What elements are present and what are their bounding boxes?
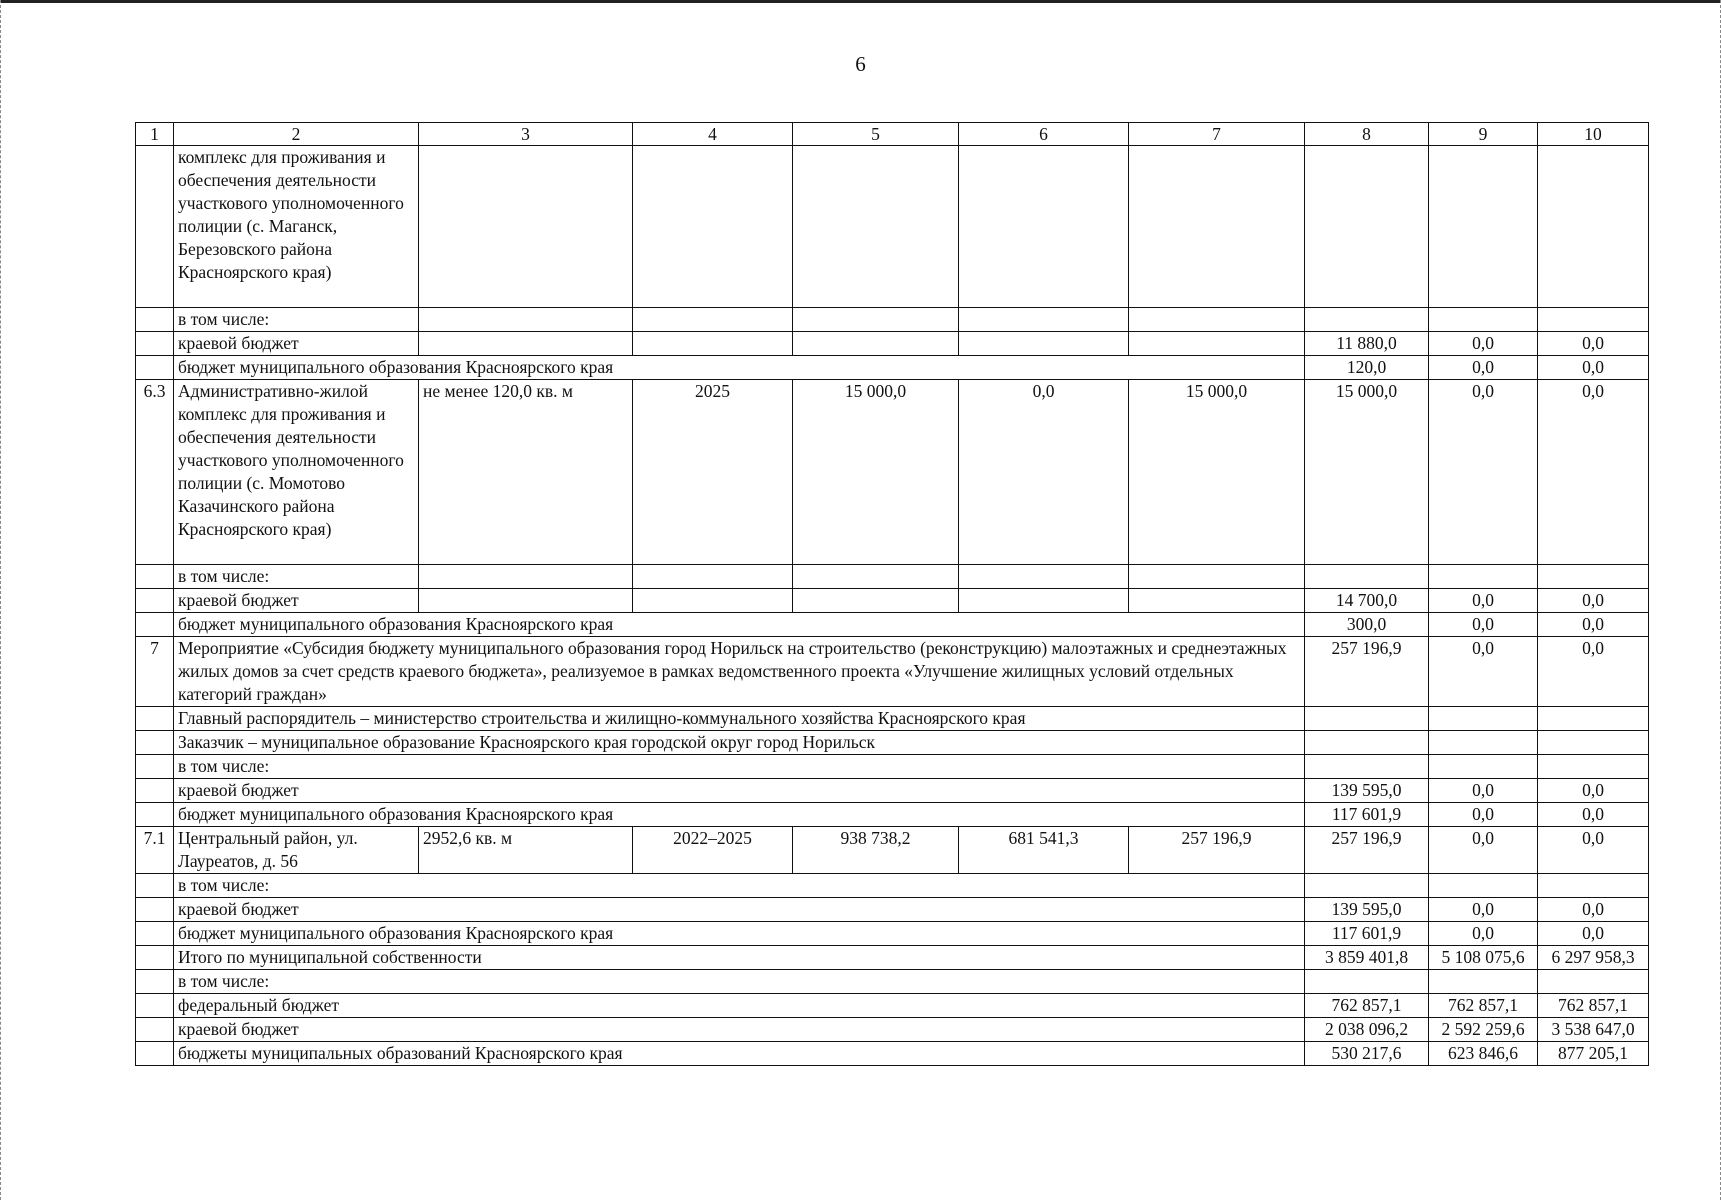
header-cell: 5 bbox=[793, 123, 959, 146]
value-cell-col8: 120,0 bbox=[1305, 356, 1429, 380]
empty-cell bbox=[1305, 707, 1429, 731]
value-cell-col8: 762 857,1 bbox=[1305, 994, 1429, 1018]
empty-cell bbox=[1129, 308, 1305, 332]
value-cell-col9: 762 857,1 bbox=[1429, 994, 1538, 1018]
empty-cell bbox=[1129, 589, 1305, 613]
row-number-cell bbox=[136, 874, 174, 898]
value-cell-col5: 15 000,0 bbox=[793, 380, 959, 565]
row-number-cell: 7.1 bbox=[136, 827, 174, 874]
value-cell-col10: 0,0 bbox=[1538, 356, 1649, 380]
value-cell-col6: 681 541,3 bbox=[959, 827, 1129, 874]
row-label-cell: бюджет муниципального образования Красноярского края bbox=[174, 613, 1305, 637]
table-row bbox=[136, 827, 1649, 874]
empty-cell bbox=[1305, 970, 1429, 994]
value-cell-col9: 0,0 bbox=[1429, 356, 1538, 380]
budget-table bbox=[135, 122, 1649, 1066]
value-cell-col8: 139 595,0 bbox=[1305, 898, 1429, 922]
empty-cell bbox=[1429, 970, 1538, 994]
empty-cell bbox=[1129, 146, 1305, 308]
value-cell-col8: 117 601,9 bbox=[1305, 803, 1429, 827]
row-number-cell bbox=[136, 898, 174, 922]
value-cell-col9: 0,0 bbox=[1429, 898, 1538, 922]
row-number-cell bbox=[136, 779, 174, 803]
empty-cell bbox=[1538, 755, 1649, 779]
empty-cell bbox=[1429, 755, 1538, 779]
value-cell-col8: 11 880,0 bbox=[1305, 332, 1429, 356]
empty-cell bbox=[1429, 731, 1538, 755]
value-cell-col10: 0,0 bbox=[1538, 827, 1649, 874]
empty-cell bbox=[1429, 874, 1538, 898]
value-cell-col9: 0,0 bbox=[1429, 827, 1538, 874]
empty-cell bbox=[633, 332, 793, 356]
row-number-cell bbox=[136, 707, 174, 731]
value-cell-col10: 3 538 647,0 bbox=[1538, 1018, 1649, 1042]
value-cell-col10: 762 857,1 bbox=[1538, 994, 1649, 1018]
row-number-cell bbox=[136, 613, 174, 637]
row-number-cell bbox=[136, 731, 174, 755]
page-left-edge bbox=[0, 0, 3, 1200]
value-cell-col10: 6 297 958,3 bbox=[1538, 946, 1649, 970]
page-number: 6 bbox=[855, 52, 866, 76]
value-cell-col10: 0,0 bbox=[1538, 332, 1649, 356]
value-cell-col8: 14 700,0 bbox=[1305, 589, 1429, 613]
header-cell: 2 bbox=[174, 123, 419, 146]
measure-title-cell: Мероприятие «Субсидия бюджету муниципального образования город Норильск на строительство (реконструкцию) малоэтажных и среднеэтажных жилых домов за счет средств краевого бюджета», реализуемое в рамках ведомственного проекта «Улучшение жилищных условий отдельных категорий граждан» bbox=[174, 637, 1305, 707]
row-number-cell bbox=[136, 1042, 174, 1066]
value-cell-col6: 0,0 bbox=[959, 380, 1129, 565]
row-label-cell: краевой бюджет bbox=[174, 332, 419, 356]
empty-cell bbox=[419, 589, 633, 613]
value-cell-col8: 257 196,9 bbox=[1305, 637, 1429, 707]
header-cell: 3 bbox=[419, 123, 633, 146]
empty-cell bbox=[793, 308, 959, 332]
empty-cell bbox=[959, 565, 1129, 589]
row-label-cell: краевой бюджет bbox=[174, 779, 1305, 803]
row-label-cell: в том числе: bbox=[174, 970, 1305, 994]
empty-cell bbox=[1305, 755, 1429, 779]
value-cell-col10: 0,0 bbox=[1538, 613, 1649, 637]
empty-cell bbox=[959, 146, 1129, 308]
table-row bbox=[136, 803, 1649, 827]
row-number-cell bbox=[136, 589, 174, 613]
row-number-cell bbox=[136, 332, 174, 356]
value-cell-col9: 0,0 bbox=[1429, 922, 1538, 946]
period-cell: 2022–2025 bbox=[633, 827, 793, 874]
empty-cell bbox=[419, 146, 633, 308]
value-cell-col8: 3 859 401,8 bbox=[1305, 946, 1429, 970]
table-row bbox=[136, 637, 1649, 707]
header-cell: 9 bbox=[1429, 123, 1538, 146]
row-label-cell: в том числе: bbox=[174, 755, 1305, 779]
row-label-cell: бюджет муниципального образования Красноярского края bbox=[174, 356, 1305, 380]
table-row bbox=[136, 922, 1649, 946]
value-cell-col8: 257 196,9 bbox=[1305, 827, 1429, 874]
value-cell-col7: 15 000,0 bbox=[1129, 380, 1305, 565]
empty-cell bbox=[633, 589, 793, 613]
empty-cell bbox=[959, 589, 1129, 613]
empty-cell bbox=[1538, 565, 1649, 589]
empty-cell bbox=[793, 589, 959, 613]
empty-cell bbox=[1305, 874, 1429, 898]
empty-cell bbox=[633, 308, 793, 332]
empty-cell bbox=[419, 565, 633, 589]
table-row bbox=[136, 755, 1649, 779]
value-cell-col8: 139 595,0 bbox=[1305, 779, 1429, 803]
value-cell-col9: 0,0 bbox=[1429, 332, 1538, 356]
empty-cell bbox=[1538, 308, 1649, 332]
value-cell-col10: 0,0 bbox=[1538, 380, 1649, 565]
header-cell: 6 bbox=[959, 123, 1129, 146]
table-row bbox=[136, 731, 1649, 755]
table-row bbox=[136, 308, 1649, 332]
value-cell-col9: 0,0 bbox=[1429, 803, 1538, 827]
empty-cell bbox=[419, 308, 633, 332]
row-label-cell: бюджеты муниципальных образований Красноярского края bbox=[174, 1042, 1305, 1066]
value-cell-col10: 0,0 bbox=[1538, 898, 1649, 922]
value-cell-col8: 530 217,6 bbox=[1305, 1042, 1429, 1066]
value-cell-col9: 5 108 075,6 bbox=[1429, 946, 1538, 970]
row-number-cell bbox=[136, 565, 174, 589]
row-label-cell: краевой бюджет bbox=[174, 1018, 1305, 1042]
empty-cell bbox=[1305, 565, 1429, 589]
table-row bbox=[136, 874, 1649, 898]
capacity-cell: 2952,6 кв. м bbox=[419, 827, 633, 874]
object-name-cell: Центральный район, ул. Лауреатов, д. 56 bbox=[174, 827, 419, 874]
header-cell: 4 bbox=[633, 123, 793, 146]
row-label-cell: в том числе: bbox=[174, 565, 419, 589]
value-cell-col10: 0,0 bbox=[1538, 779, 1649, 803]
table-row bbox=[136, 565, 1649, 589]
object-name-cell: комплекс для проживания и обеспечения деятельности участкового уполномоченного полиции (с. Маганск, Березовского района Красноярского края) bbox=[174, 146, 419, 308]
table-row bbox=[136, 589, 1649, 613]
value-cell-col8: 117 601,9 bbox=[1305, 922, 1429, 946]
empty-cell bbox=[633, 565, 793, 589]
row-label-cell: бюджет муниципального образования Красноярского края bbox=[174, 922, 1305, 946]
row-number-cell: 6.3 bbox=[136, 380, 174, 565]
row-label-cell: в том числе: bbox=[174, 874, 1305, 898]
table-row bbox=[136, 1042, 1649, 1066]
empty-cell bbox=[1305, 731, 1429, 755]
empty-cell bbox=[1538, 731, 1649, 755]
header-cell: 8 bbox=[1305, 123, 1429, 146]
empty-cell bbox=[959, 308, 1129, 332]
capacity-cell: не менее 120,0 кв. м bbox=[419, 380, 633, 565]
row-number-cell: 7 bbox=[136, 637, 174, 707]
row-number-cell bbox=[136, 755, 174, 779]
empty-cell bbox=[1429, 146, 1538, 308]
row-label-cell: Главный распорядитель – министерство строительства и жилищно-коммунального хозяйства Красноярского края bbox=[174, 707, 1305, 731]
row-number-cell bbox=[136, 994, 174, 1018]
table-row bbox=[136, 946, 1649, 970]
table-row bbox=[136, 613, 1649, 637]
row-number-cell bbox=[136, 146, 174, 308]
table-row bbox=[136, 970, 1649, 994]
empty-cell bbox=[419, 332, 633, 356]
empty-cell bbox=[633, 146, 793, 308]
row-label-cell: краевой бюджет bbox=[174, 589, 419, 613]
empty-cell bbox=[793, 146, 959, 308]
empty-cell bbox=[793, 565, 959, 589]
table-row bbox=[136, 356, 1649, 380]
empty-cell bbox=[1429, 565, 1538, 589]
row-number-cell bbox=[136, 970, 174, 994]
value-cell-col10: 0,0 bbox=[1538, 589, 1649, 613]
value-cell-col9: 0,0 bbox=[1429, 779, 1538, 803]
header-cell: 7 bbox=[1129, 123, 1305, 146]
page-top-edge bbox=[0, 0, 1721, 3]
value-cell-col7: 257 196,9 bbox=[1129, 827, 1305, 874]
empty-cell bbox=[1129, 565, 1305, 589]
empty-cell bbox=[1129, 332, 1305, 356]
empty-cell bbox=[1538, 970, 1649, 994]
table-row bbox=[136, 1018, 1649, 1042]
empty-cell bbox=[1305, 308, 1429, 332]
value-cell-col10: 0,0 bbox=[1538, 922, 1649, 946]
row-number-cell bbox=[136, 803, 174, 827]
value-cell-col10: 877 205,1 bbox=[1538, 1042, 1649, 1066]
value-cell-col9: 623 846,6 bbox=[1429, 1042, 1538, 1066]
row-number-cell bbox=[136, 922, 174, 946]
row-label-cell: краевой бюджет bbox=[174, 898, 1305, 922]
row-label-cell: Итого по муниципальной собственности bbox=[174, 946, 1305, 970]
period-cell: 2025 bbox=[633, 380, 793, 565]
row-label-cell: бюджет муниципального образования Красноярского края bbox=[174, 803, 1305, 827]
row-number-cell bbox=[136, 356, 174, 380]
empty-cell bbox=[1305, 146, 1429, 308]
empty-cell bbox=[1538, 707, 1649, 731]
row-number-cell bbox=[136, 308, 174, 332]
row-label-cell: Заказчик – муниципальное образование Красноярского края городской округ город Норильск bbox=[174, 731, 1305, 755]
value-cell-col9: 0,0 bbox=[1429, 380, 1538, 565]
empty-cell bbox=[1429, 308, 1538, 332]
empty-cell bbox=[1538, 874, 1649, 898]
header-row bbox=[136, 123, 1649, 146]
value-cell-col5: 938 738,2 bbox=[793, 827, 959, 874]
empty-cell bbox=[1429, 707, 1538, 731]
table-row bbox=[136, 898, 1649, 922]
empty-cell bbox=[1538, 146, 1649, 308]
row-label-cell: федеральный бюджет bbox=[174, 994, 1305, 1018]
table-row bbox=[136, 146, 1649, 308]
row-number-cell bbox=[136, 946, 174, 970]
row-label-cell: в том числе: bbox=[174, 308, 419, 332]
header-cell: 1 bbox=[136, 123, 174, 146]
value-cell-col9: 0,0 bbox=[1429, 613, 1538, 637]
table-row bbox=[136, 380, 1649, 565]
row-number-cell bbox=[136, 1018, 174, 1042]
value-cell-col8: 2 038 096,2 bbox=[1305, 1018, 1429, 1042]
value-cell-col10: 0,0 bbox=[1538, 637, 1649, 707]
empty-cell bbox=[793, 332, 959, 356]
object-name-cell: Административно-жилой комплекс для проживания и обеспечения деятельности участкового уполномоченного полиции (с. Момотово Казачинского района Красноярского края) bbox=[174, 380, 419, 565]
table-row bbox=[136, 332, 1649, 356]
value-cell-col10: 0,0 bbox=[1538, 803, 1649, 827]
empty-cell bbox=[959, 332, 1129, 356]
table-row bbox=[136, 707, 1649, 731]
value-cell-col8: 15 000,0 bbox=[1305, 380, 1429, 565]
value-cell-col8: 300,0 bbox=[1305, 613, 1429, 637]
table-row bbox=[136, 994, 1649, 1018]
table-row bbox=[136, 779, 1649, 803]
header-cell: 10 bbox=[1538, 123, 1649, 146]
value-cell-col9: 2 592 259,6 bbox=[1429, 1018, 1538, 1042]
value-cell-col9: 0,0 bbox=[1429, 637, 1538, 707]
value-cell-col9: 0,0 bbox=[1429, 589, 1538, 613]
